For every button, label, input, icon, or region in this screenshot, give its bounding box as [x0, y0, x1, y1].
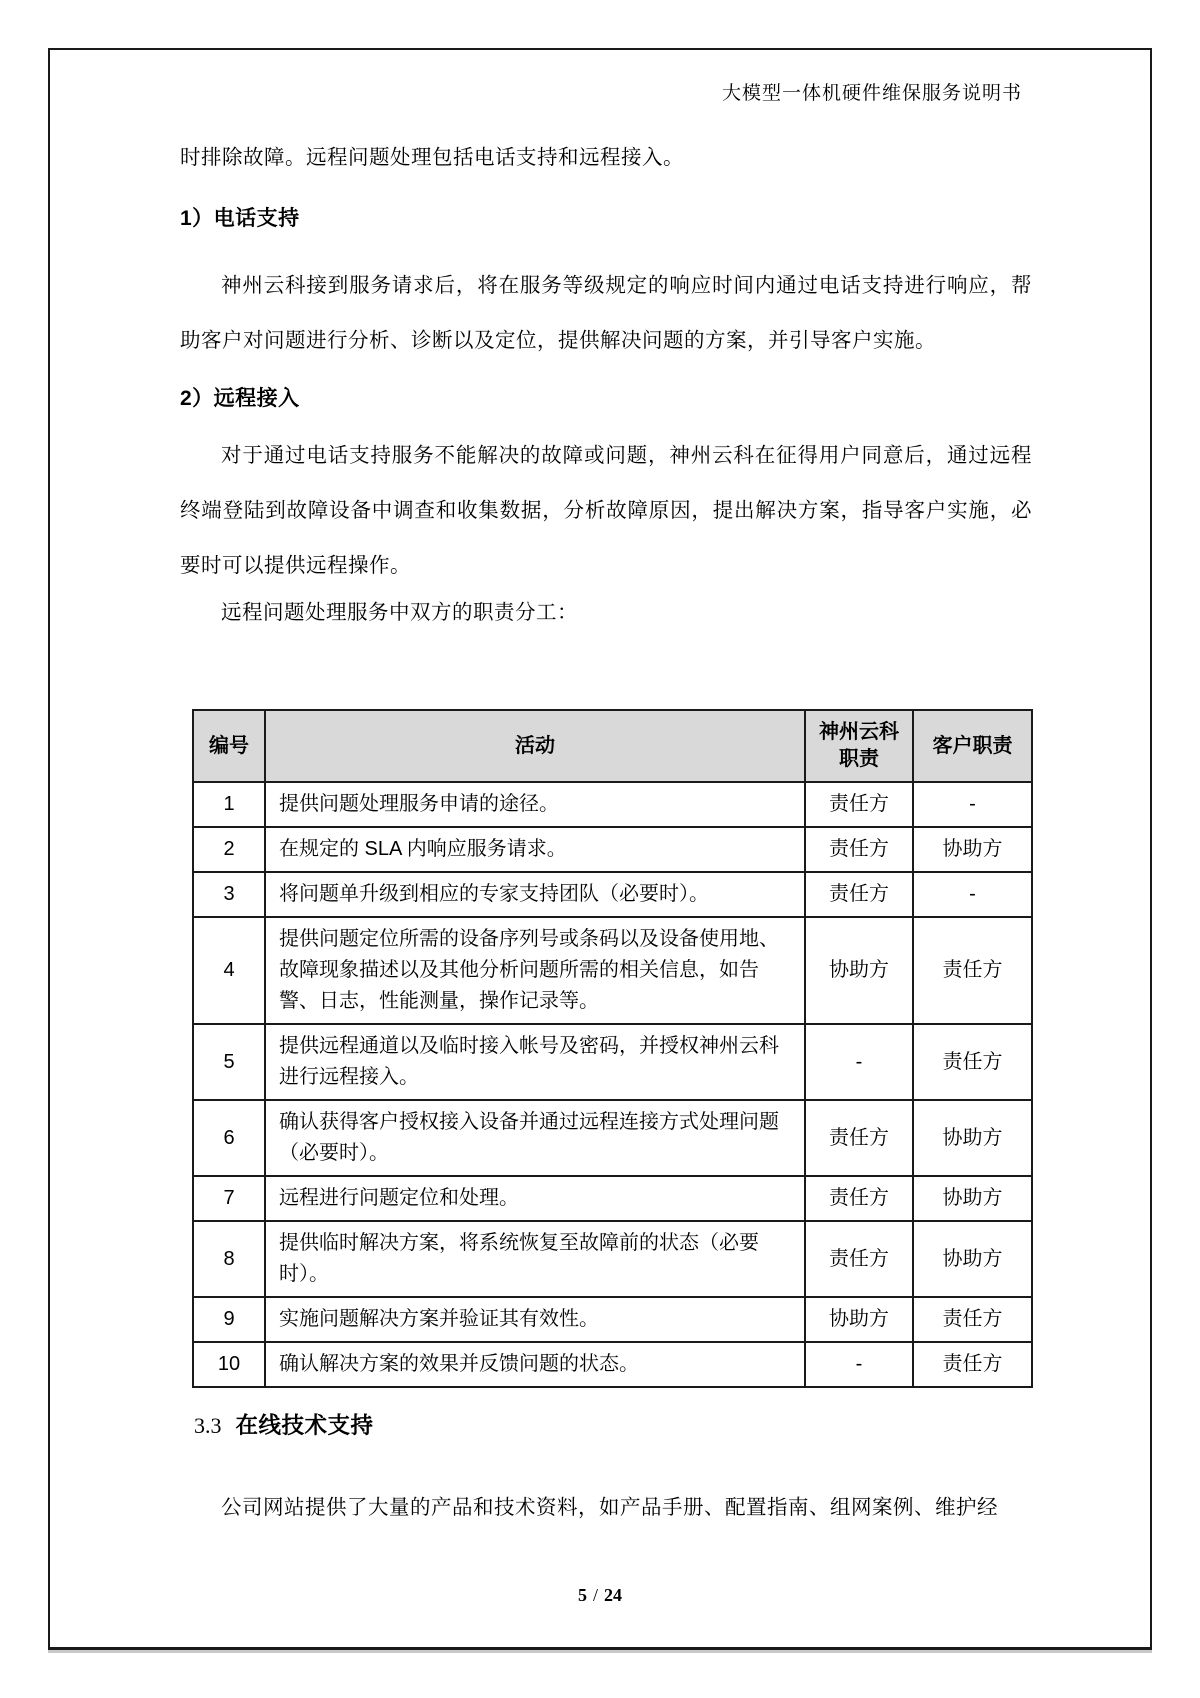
remote-access-paragraph: 对于通过电话支持服务不能解决的故障或问题，神州云科在征得用户同意后，通过远程终端登陆到故障设备中调查和收集数据，分析故障原因，提出解决方案，指导客户实施，必要时可以提供远程操作。	[180, 444, 1032, 577]
footer-separator: /	[592, 1585, 598, 1605]
cell-activity: 确认解决方案的效果并反馈问题的状态。	[265, 1342, 805, 1387]
section-heading-online-support	[194, 1408, 374, 1440]
cell-number: 5	[193, 1024, 265, 1100]
cell-vendor-duty: 协助方	[805, 917, 913, 1024]
cell-vendor-duty: -	[805, 1342, 913, 1387]
cell-activity: 实施问题解决方案并验证其有效性。	[265, 1297, 805, 1342]
table-row	[193, 1342, 1032, 1387]
table-row	[193, 1024, 1032, 1100]
table-lead-paragraph: 远程问题处理服务中双方的职责分工：	[221, 601, 578, 624]
cell-vendor-duty: 责任方	[805, 1100, 913, 1176]
cell-customer-duty: 协助方	[913, 1176, 1032, 1221]
section-title: 在线技术支持	[235, 1413, 374, 1438]
table-row	[193, 1297, 1032, 1342]
cell-customer-duty: 责任方	[913, 1024, 1032, 1100]
cell-vendor-duty: 责任方	[805, 782, 913, 827]
cell-number: 9	[193, 1297, 265, 1342]
cell-customer-duty: 协助方	[913, 827, 1032, 872]
cell-activity: 远程进行问题定位和处理。	[265, 1176, 805, 1221]
table-row	[193, 872, 1032, 917]
cell-customer-duty: 责任方	[913, 1342, 1032, 1387]
remote-access-heading: 2）远程接入	[180, 387, 300, 410]
cell-number: 8	[193, 1221, 265, 1297]
header-cell-customer-duty: 客户职责	[913, 710, 1032, 782]
cell-activity: 提供临时解决方案，将系统恢复至故障前的状态（必要时）。	[265, 1221, 805, 1297]
footer-total-pages: 24	[604, 1585, 622, 1605]
cell-customer-duty: 责任方	[913, 1297, 1032, 1342]
phone-support-paragraph: 神州云科接到服务请求后，将在服务等级规定的响应时间内通过电话支持进行响应，帮助客户对问题进行分析、诊断以及定位，提供解决问题的方案，并引导客户实施。	[180, 274, 1032, 352]
table-row	[193, 1221, 1032, 1297]
cell-activity: 在规定的 SLA 内响应服务请求。	[265, 827, 805, 872]
cell-number: 6	[193, 1100, 265, 1176]
cell-vendor-duty: 责任方	[805, 1221, 913, 1297]
table-row	[193, 782, 1032, 827]
cell-customer-duty: 协助方	[913, 1100, 1032, 1176]
cell-vendor-duty: 协助方	[805, 1297, 913, 1342]
header-cell-number: 编号	[193, 710, 265, 782]
cell-number: 10	[193, 1342, 265, 1387]
cell-customer-duty: 责任方	[913, 917, 1032, 1024]
header-cell-vendor-duty: 神州云科职责	[805, 710, 913, 782]
page-footer	[0, 1585, 1200, 1606]
cell-vendor-duty: 责任方	[805, 827, 913, 872]
intro-paragraph: 时排除故障。远程问题处理包括电话支持和远程接入。	[180, 146, 684, 169]
cell-activity: 将问题单升级到相应的专家支持团队（必要时）。	[265, 872, 805, 917]
section-number: 3.3	[194, 1413, 222, 1438]
cell-customer-duty: -	[913, 782, 1032, 827]
cell-activity: 确认获得客户授权接入设备并通过远程连接方式处理问题（必要时）。	[265, 1100, 805, 1176]
cell-vendor-duty: 责任方	[805, 872, 913, 917]
cell-number: 1	[193, 782, 265, 827]
table-row	[193, 827, 1032, 872]
cell-number: 7	[193, 1176, 265, 1221]
cell-activity: 提供问题处理服务申请的途径。	[265, 782, 805, 827]
cell-number: 4	[193, 917, 265, 1024]
phone-support-heading: 1）电话支持	[180, 207, 300, 230]
footer-current-page: 5	[577, 1585, 587, 1605]
cell-number: 2	[193, 827, 265, 872]
table-header-row	[193, 710, 1032, 782]
cell-customer-duty: 协助方	[913, 1221, 1032, 1297]
responsibilities-table	[192, 709, 1033, 1388]
table-row	[193, 917, 1032, 1024]
table-row	[193, 1176, 1032, 1221]
cell-activity: 提供远程通道以及临时接入帐号及密码，并授权神州云科进行远程接入。	[265, 1024, 805, 1100]
document-header-title: 大模型一体机硬件维保服务说明书	[721, 83, 1022, 104]
cell-vendor-duty: -	[805, 1024, 913, 1100]
cell-vendor-duty: 责任方	[805, 1176, 913, 1221]
table-row	[193, 1100, 1032, 1176]
cell-number: 3	[193, 872, 265, 917]
cell-customer-duty: -	[913, 872, 1032, 917]
cell-activity: 提供问题定位所需的设备序列号或条码以及设备使用地、故障现象描述以及其他分析问题所需的相关信息，如告警、日志，性能测量，操作记录等。	[265, 917, 805, 1024]
online-support-paragraph: 公司网站提供了大量的产品和技术资料，如产品手册、配置指南、组网案例、维护经	[221, 1496, 998, 1519]
header-cell-activity: 活动	[265, 710, 805, 782]
